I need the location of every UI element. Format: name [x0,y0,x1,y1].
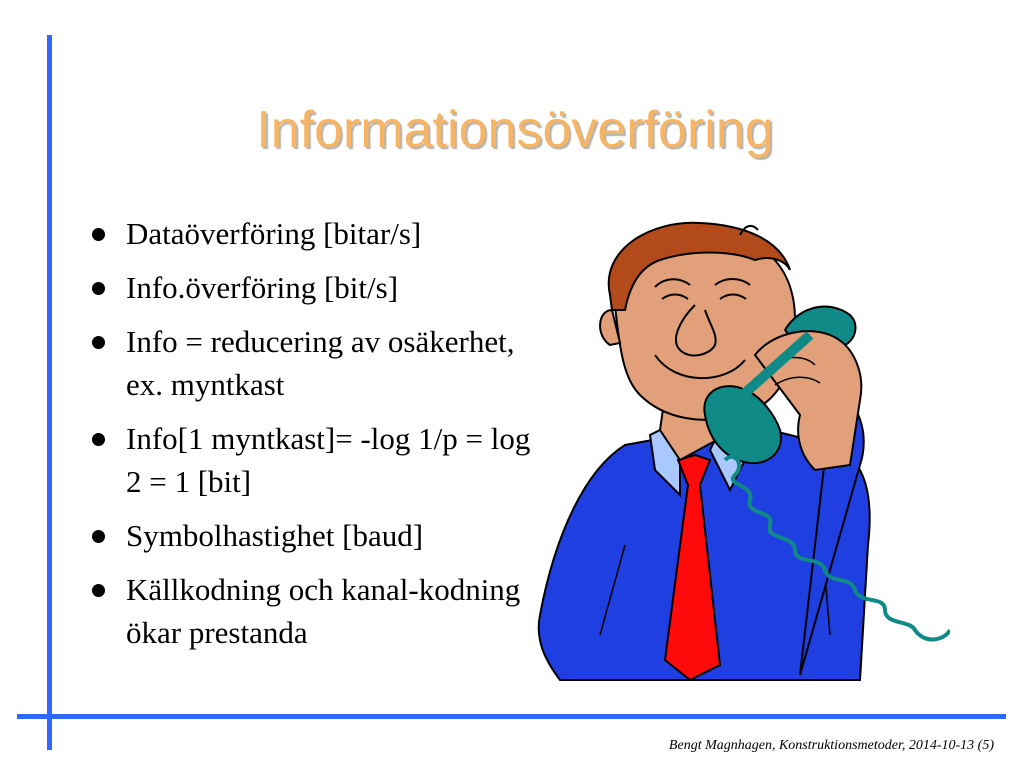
bullet-dot-icon [92,584,105,597]
bullet-item [82,568,552,654]
bullet-dot-icon [92,530,105,543]
horizontal-accent-line [17,714,1006,719]
vertical-accent-line [47,35,52,750]
bullet-dot-icon [92,433,105,446]
bullet-text: Info.överföring [bit/s] [126,270,399,305]
bullet-dot-icon [92,282,105,295]
bullet-dot-icon [92,228,105,241]
bullet-text: Info[1 myntkast]= -log 1/p = log 2 = 1 [bit] [126,421,531,499]
bullet-item [82,266,552,309]
slide-title: Informationsöverföring [256,101,774,159]
bullet-dot-icon [92,336,105,349]
bullet-list [82,212,552,665]
bullet-item [82,514,552,557]
bullet-text: Källkodning och kanal-kodning ökar prestanda [126,572,521,650]
bullet-text: Symbolhastighet [baud] [126,518,424,553]
bullet-item [82,320,552,406]
man-on-telephone-clipart [530,215,950,685]
bullet-item [82,417,552,503]
bullet-item [82,212,552,255]
slide-footer: Bengt Magnhagen, Konstruktionsmetoder, 2014-10-13 (5) [668,738,994,753]
bullet-text: Info = reducering av osäkerhet, ex. myntkast [126,324,515,402]
bullet-text: Dataöverföring [bitar/s] [126,216,422,251]
